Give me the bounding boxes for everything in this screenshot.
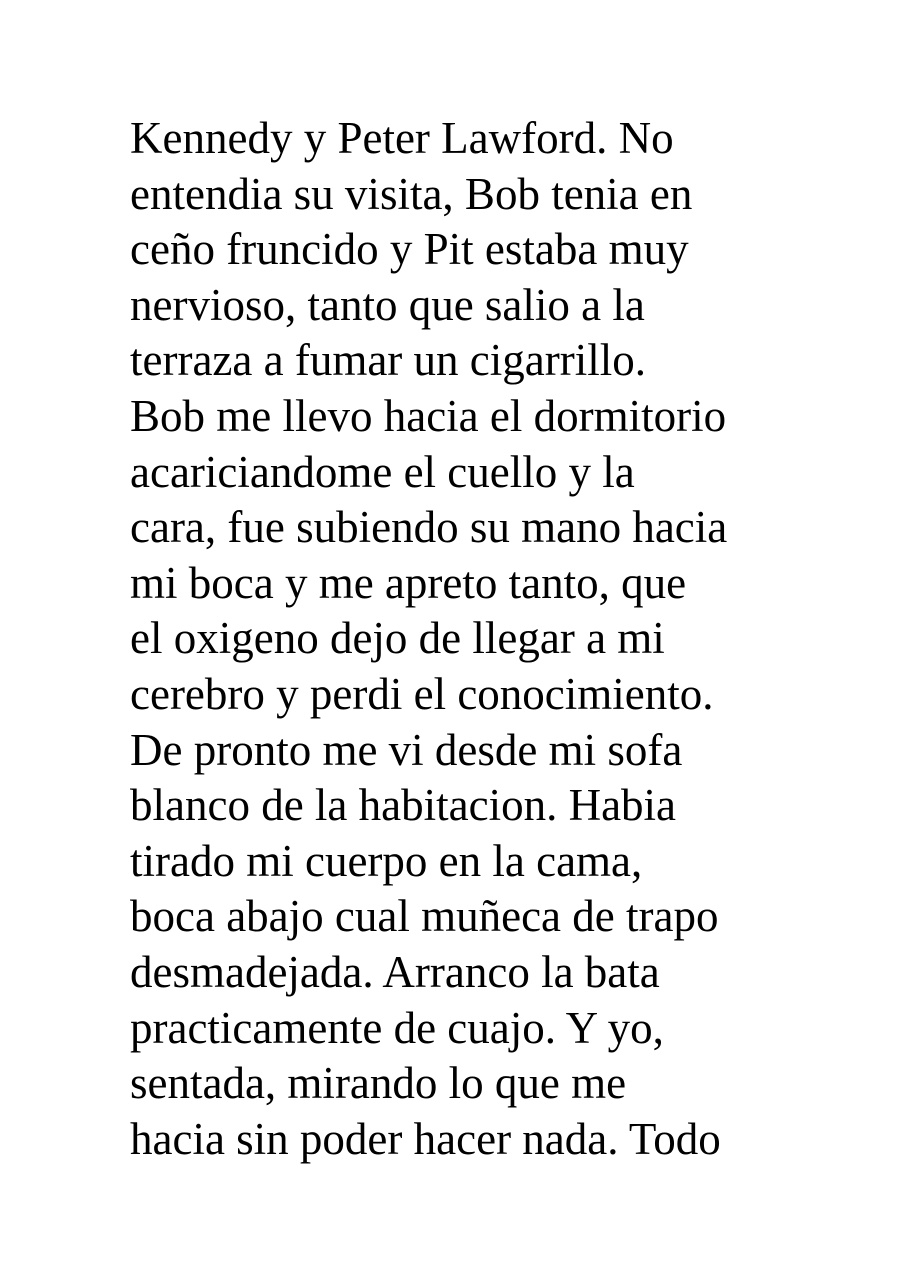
text-line: terraza a fumar un cigarrillo. — [130, 335, 646, 386]
text-line: nervioso, tanto que salio a la — [130, 279, 645, 330]
text-line: ceño fruncido y Pit estaba muy — [130, 224, 689, 275]
text-line: mi boca y me apreto tanto, que — [130, 557, 687, 608]
text-line: desmadejada. Arranco la bata — [130, 946, 660, 997]
text-line: entendia su visita, Bob tenia en — [130, 168, 693, 219]
text-line: De pronto me vi desde mi sofa — [130, 724, 683, 775]
text-line: cara, fue subiendo su mano hacia — [130, 502, 728, 553]
text-line: el oxigeno dejo de llegar a mi — [130, 613, 665, 664]
text-line: practicamente de cuajo. Y yo, — [130, 1002, 664, 1053]
text-line: Bob me llevo hacia el dormitorio — [130, 390, 727, 441]
text-line: boca abajo cual muñeca de trapo — [130, 891, 719, 942]
text-line: acariciandome el cuello y la — [130, 446, 635, 497]
text-line: Kennedy y Peter Lawford. No — [130, 113, 674, 163]
text-line: cerebro y perdi el conocimiento. — [130, 668, 714, 719]
body-text — [130, 111, 830, 1167]
text-line: tirado mi cuerpo en la cama, — [130, 835, 643, 886]
text-line: blanco de la habitacion. Habia — [130, 780, 677, 831]
text-line: hacia sin poder hacer nada. Todo — [130, 1113, 721, 1164]
text-line: sentada, mirando lo que me — [130, 1058, 627, 1109]
